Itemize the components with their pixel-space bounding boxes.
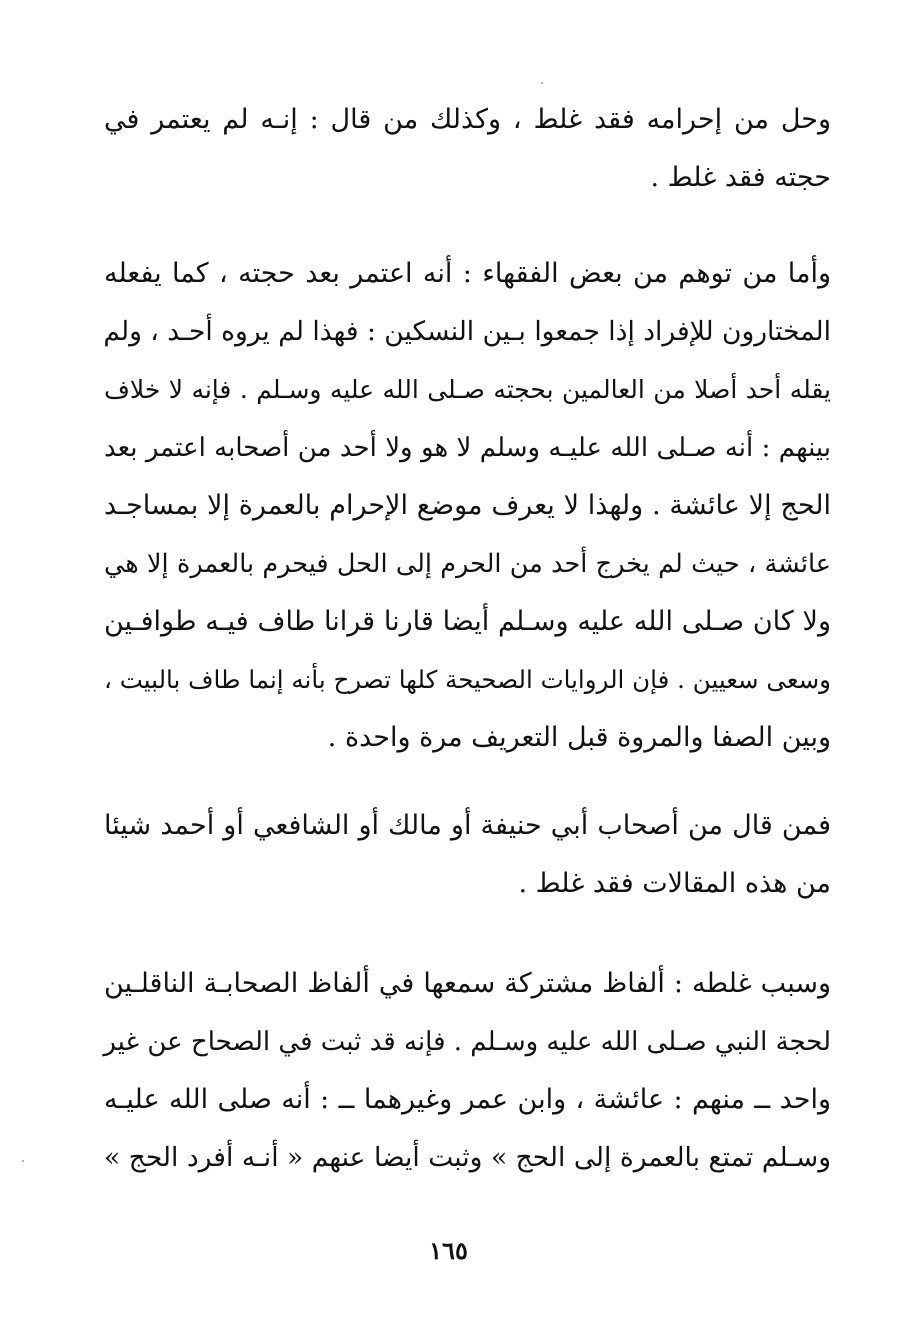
scan-speck [541, 82, 543, 84]
text-line: وأما من توهم من بعض الفقهاء : أنه اعتمر بعد حجته ، كما يفعله [104, 258, 831, 289]
text-line: فمن قال من أصحاب أبي حنيفة أو مالك أو الشافعي أو أحمد شيئا [104, 810, 831, 841]
text-line: ولا كان صـلى الله عليه وسـلم أيضا قارنا قرانا طاف فيـه طوافـين [104, 606, 831, 637]
text-line: حجته فقد غلط . [650, 162, 831, 193]
paragraph [104, 797, 831, 913]
text-line: وسـلم تمتع بالعمرة إلى الحج » وثبت أيضا عنهم « أنـه أفرد الحج » [104, 1142, 831, 1173]
text-line: لحجة النبي صـلى الله عليه وسـلم . فإنه قد ثبت في الصحاح عن غير [103, 1027, 831, 1057]
text-line: وسعى سعيين . فإن الروايات الصحيحة كلها تصرح بأنه إنما طاف بالبيت ، [104, 665, 831, 694]
text-line: عائشة ، حيث لم يخرج أحد من الحرم إلى الحل فيحرم بالعمرة إلا هي [104, 549, 831, 579]
scan-speck [22, 1160, 24, 1162]
page-number: ١٦٥ [429, 1236, 468, 1265]
text-line: وحل من إحرامه فقد غلط ، وكذلك من قال : إنـه لم يعتمر في [104, 104, 831, 135]
text-line: واحد ــ منهم : عائشة ، وابن عمر وغيرهما ــ : أنه صلى الله عليـه [104, 1084, 831, 1115]
text-line: من هذه المقالات فقد غلط . [518, 868, 831, 899]
text-line: المختارون للإفراد إذا جمعوا بـين النسكين : فهذا لم يروه أحـد ، ولم [103, 316, 831, 347]
paragraph [104, 91, 831, 207]
paragraph [104, 955, 831, 1187]
text-line: وبين الصفا والمروة قبل التعريف مرة واحدة . [327, 722, 831, 753]
text-line: يقله أحد أصلا من العالمين بحجته صـلى الله عليه وسـلم . فإنه لا خلاف [104, 375, 831, 404]
text-line: بينهم : أنه صـلى الله عليـه وسلم لا هو ولا أحد من أصحابه اعتمر بعد [104, 433, 831, 463]
text-line: الحج إلا عائشة . ولهذا لا يعرف موضع الإحرام بالعمرة إلا بمساجـد [104, 490, 831, 521]
paragraph [104, 245, 831, 767]
text-line: وسبب غلطه : ألفاظ مشتركة سمعها في ألفاظ الصحابـة الناقلـين [104, 968, 831, 999]
